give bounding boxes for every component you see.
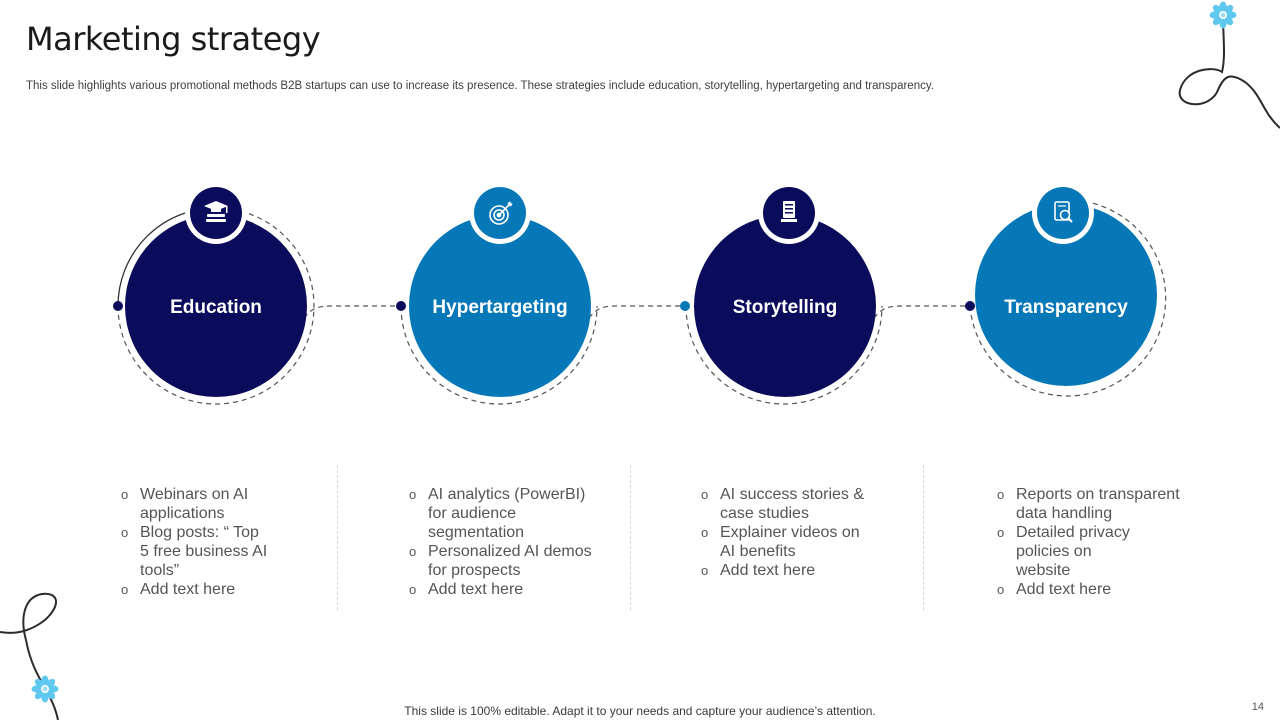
strategy-points-storytelling (701, 485, 901, 580)
node-label-education: Education (170, 297, 262, 318)
strategy-node-hypertargeting (396, 182, 597, 404)
strategy-node-education (113, 182, 314, 404)
list-item: o AI success stories & case studies (701, 485, 901, 523)
strategy-points-education (121, 485, 321, 599)
slide-subtitle: This slide highlights various promotional methods B2B startups can use to increase its presence. These strategies include education, storytelling, hypertargeting and transparency. (26, 80, 934, 92)
node-label-hypertargeting: Hypertargeting (432, 297, 568, 318)
strategy-node-transparency (965, 182, 1166, 396)
list-item: o Add text here (121, 580, 321, 599)
list-item: o Add text here (701, 561, 901, 580)
flower-decoration-bottom-left (0, 594, 59, 720)
flower-decoration-top-right (1180, 2, 1280, 129)
strategy-node-storytelling (680, 182, 882, 404)
list-item: o Explainer videos on AI benefits (701, 523, 901, 561)
list-item: o Detailed privacy policies on website (997, 523, 1217, 580)
column-divider (630, 465, 631, 610)
list-item: o Reports on transparent data handling (997, 485, 1217, 523)
slide-title: Marketing strategy (26, 20, 321, 58)
column-divider (337, 465, 338, 610)
footer-note: This slide is 100% editable. Adapt it to your needs and capture your audience’s attention. (404, 704, 876, 718)
list-item: o Add text here (409, 580, 609, 599)
node-label-storytelling: Storytelling (732, 297, 838, 318)
strategy-points-hypertargeting (409, 485, 609, 599)
page-number: 14 (1251, 701, 1264, 713)
list-item: o Add text here (997, 580, 1217, 599)
strategy-points-transparency (997, 485, 1217, 599)
list-item: o Personalized AI demos for prospects (409, 542, 609, 580)
column-divider (923, 465, 924, 610)
list-item: o Webinars on AI applications (121, 485, 321, 523)
list-item: o Blog posts: “ Top 5 free business AI tools” (121, 523, 321, 580)
list-item: o AI analytics (PowerBI) for audience segmentation (409, 485, 609, 542)
node-label-transparency: Transparency (1004, 297, 1128, 318)
